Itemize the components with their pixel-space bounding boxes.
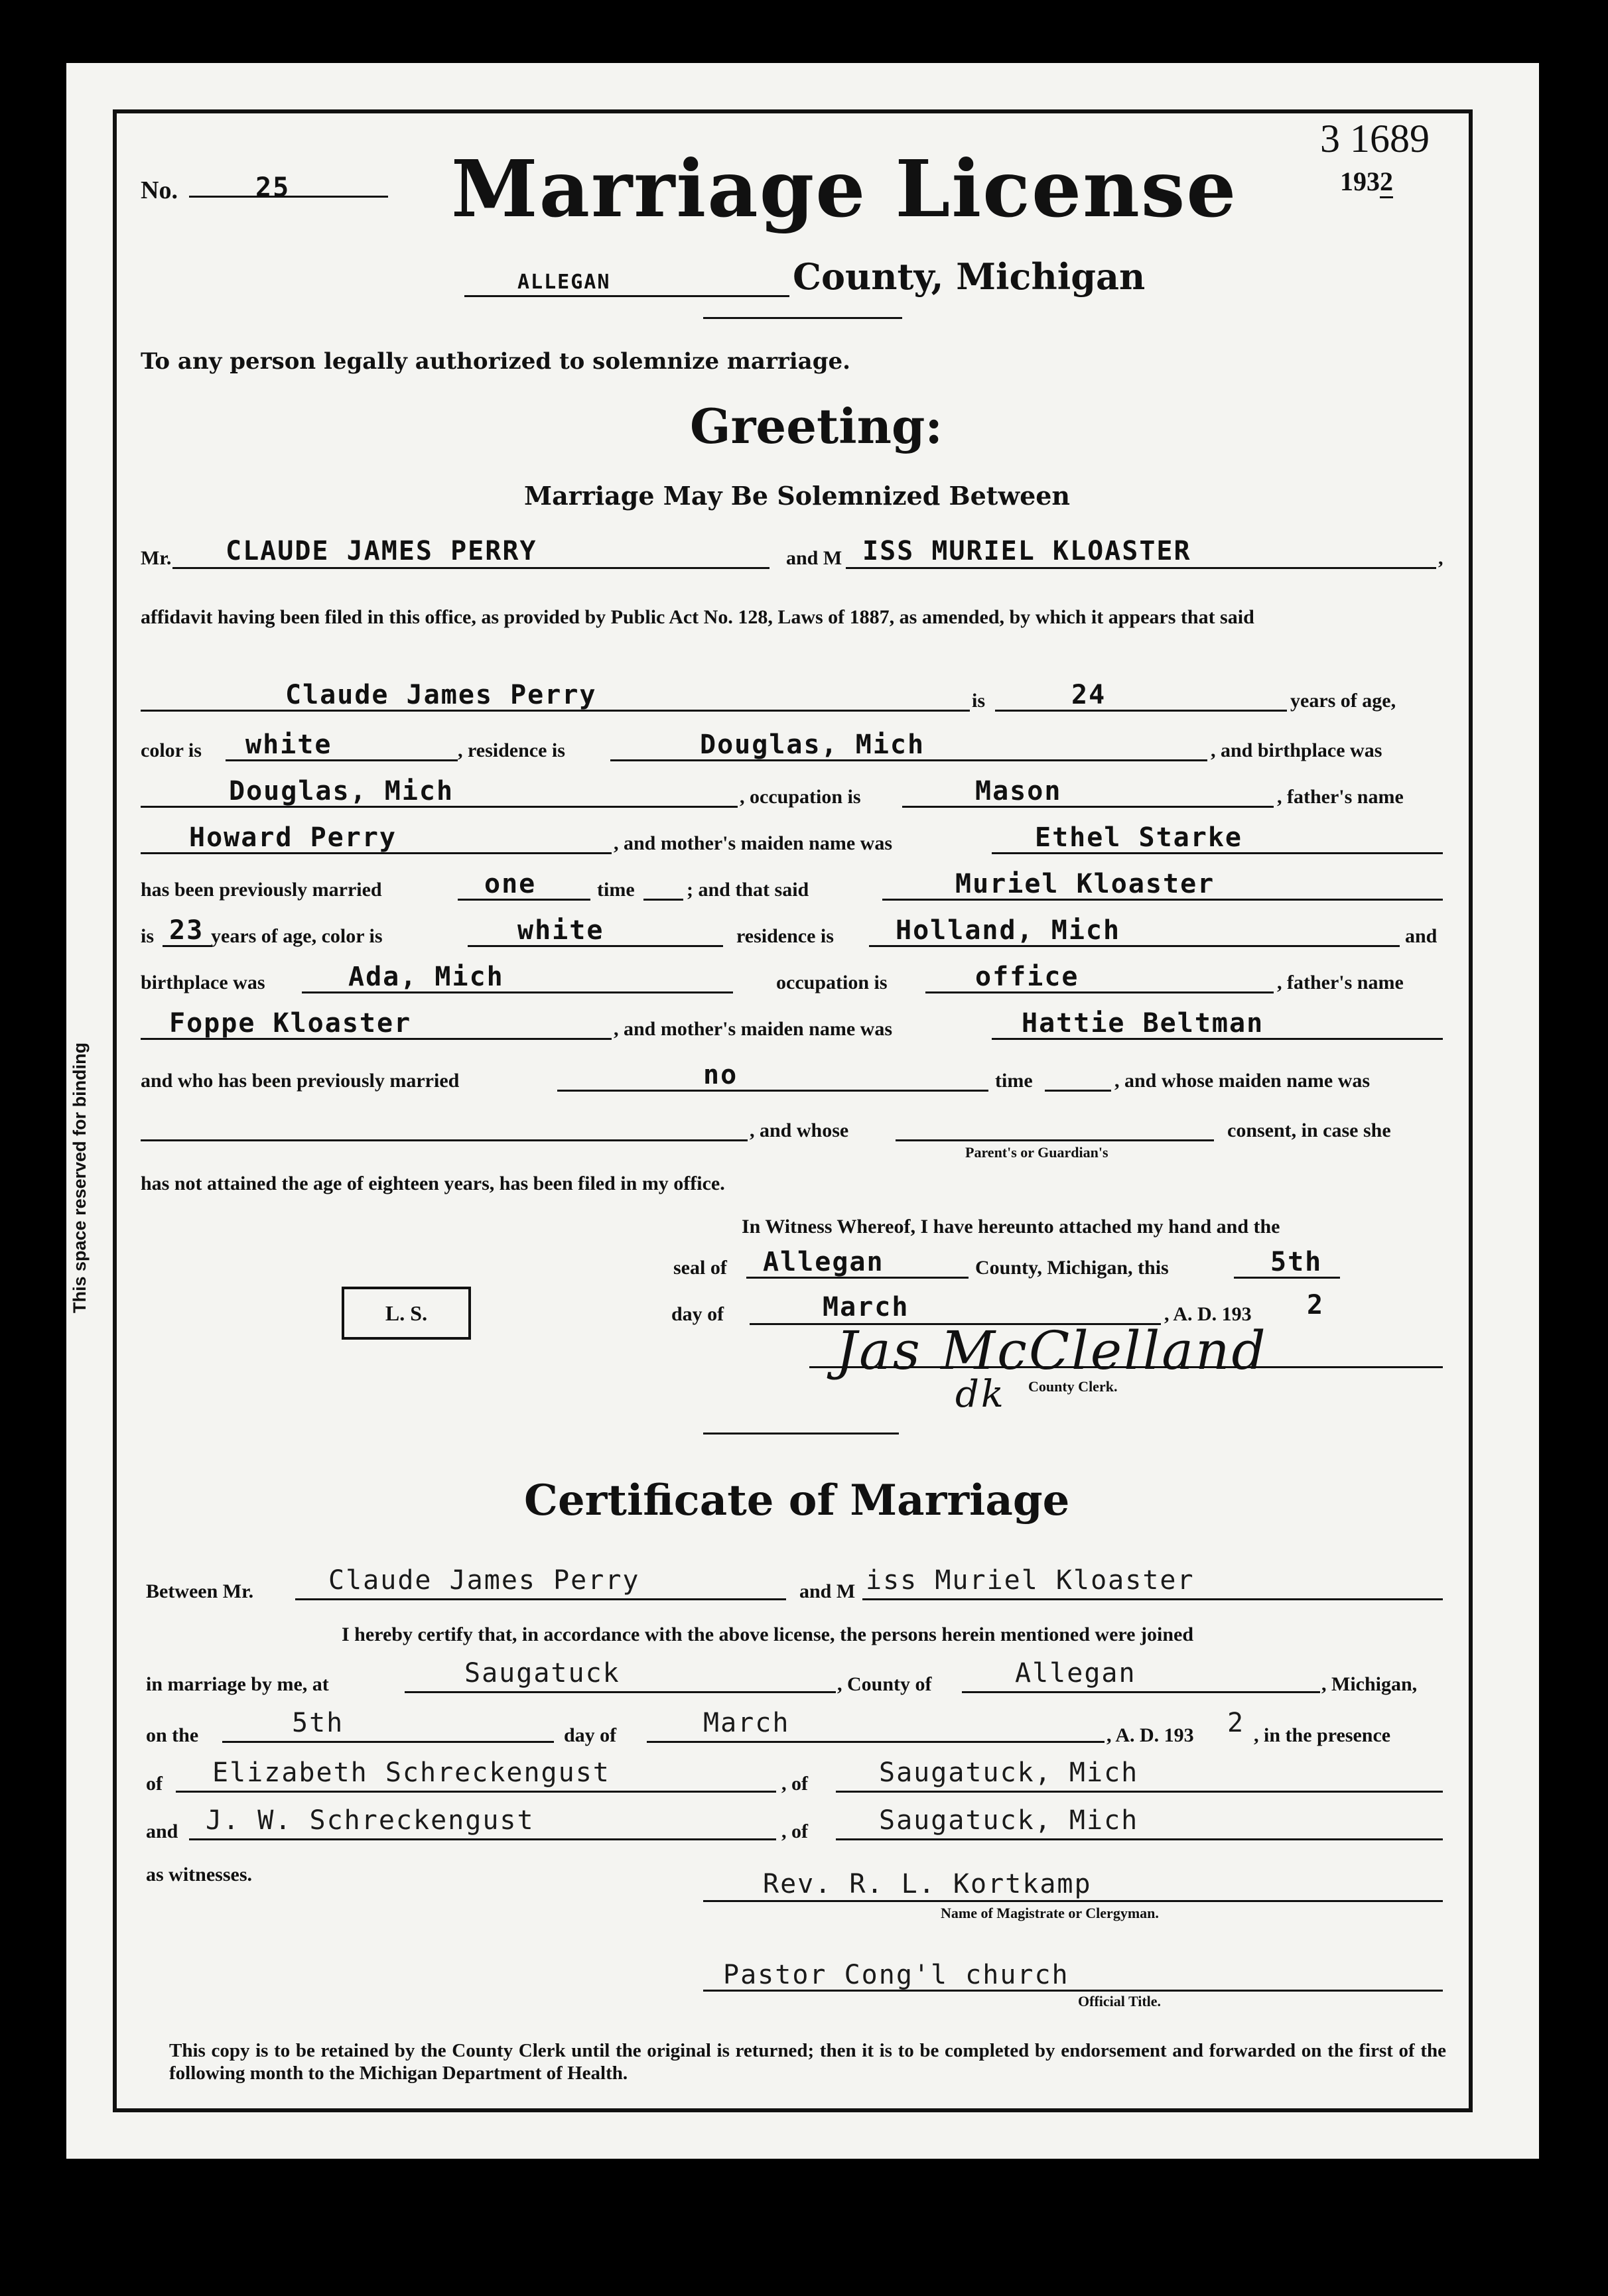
bride-mother-label: , and mother's maiden name was <box>614 1018 893 1040</box>
cert-certify-text: I hereby certify that, in accordance with the above license, the persons herein mentioned were joined <box>342 1624 1194 1645</box>
bride-said-name: Muriel Kloaster <box>955 869 1215 899</box>
cert-bride-line <box>862 1598 1443 1600</box>
groom-time-line <box>643 899 683 901</box>
consent-label: consent, in case she <box>1227 1119 1391 1141</box>
filing-year <box>1340 166 1393 197</box>
cert-and-m-label: and M <box>799 1580 856 1602</box>
bride-is-label: is <box>141 925 155 947</box>
subheading: Marriage May Be Solemnized Between <box>524 481 1071 511</box>
groom-occupation: Mason <box>975 776 1062 806</box>
groom-mother: Ethel Starke <box>1035 822 1242 853</box>
county-label: County, Michigan <box>793 255 1146 298</box>
bride-father: Foppe Kloaster <box>169 1008 412 1039</box>
cert-groom-line <box>295 1598 786 1600</box>
groom-fathers-name-label: , father's name <box>1277 786 1404 808</box>
header-rule <box>703 317 902 319</box>
of-label: of <box>146 1773 163 1795</box>
bride-birthplace: Ada, Mich <box>348 962 504 992</box>
cert-day-line <box>222 1741 554 1743</box>
groom-occupation-line <box>902 806 1274 808</box>
witness2-name: J. W. Schreckengust <box>206 1805 535 1836</box>
groom-age: 24 <box>1071 680 1106 710</box>
groom-is-label: is <box>972 690 986 712</box>
in-marriage-label: in marriage by me, at <box>146 1673 329 1695</box>
county-typed: ALLEGAN <box>517 271 611 294</box>
and-whose-label: , and whose <box>750 1119 849 1141</box>
official-title-label: Official Title. <box>1078 1993 1162 2009</box>
as-witnesses-label: as witnesses. <box>146 1864 253 1885</box>
comma: , <box>1438 547 1443 569</box>
parents-guardians-label: Parent's or Guardian's <box>965 1144 1108 1161</box>
filing-year-suffix: 2 <box>1380 166 1393 198</box>
cert-month: March <box>703 1708 790 1738</box>
bride-maiden-name-label: , and whose maiden name was <box>1114 1070 1371 1092</box>
cert-place-line <box>405 1691 836 1693</box>
witness-text: In Witness Whereof, I have hereunto attached my hand and the <box>742 1216 1280 1238</box>
bride-prev-married-label: and who has been previously married <box>141 1070 460 1092</box>
binding-note: This space reserved for binding <box>70 1042 90 1313</box>
bride-residence-label: residence is <box>736 925 834 947</box>
license-no-value: 25 <box>255 172 291 203</box>
groom-full-name: Claude James Perry <box>285 680 597 710</box>
groom-color-label: color is <box>141 739 202 761</box>
cert-day-of-label: day of <box>564 1724 617 1746</box>
bride-name-line <box>846 567 1436 569</box>
witness1-name: Elizabeth Schreckengust <box>212 1757 610 1788</box>
groom-prev-married-label: has been previously married <box>141 879 382 901</box>
and-that-said-label: ; and that said <box>687 879 809 901</box>
seal-month: March <box>823 1292 909 1322</box>
official-title: Pastor Cong'l church <box>723 1960 1069 1990</box>
groom-time-label: time <box>597 879 635 901</box>
bride-mother: Hattie Beltman <box>1022 1008 1264 1039</box>
bride-maiden-name-line <box>141 1139 748 1141</box>
bride-occupation: office <box>975 962 1079 992</box>
license-title: Marriage License <box>451 143 1238 235</box>
cert-day: 5th <box>292 1708 344 1738</box>
county-this-label: County, Michigan, this <box>975 1257 1169 1279</box>
salutation: To any person legally authorized to solemnize marriage. <box>141 348 850 375</box>
ls-seal-box: L. S. <box>342 1287 471 1340</box>
witness2-of-label: , of <box>781 1820 808 1842</box>
footer-note: This copy is to be retained by the County Clerk until the original is returned; then it is to be completed by endorsement and forwarded on the first of the following month to the Michigan Department of Health. <box>169 2040 1446 2084</box>
bride-time-line <box>1045 1090 1111 1092</box>
witness2-line <box>189 1838 776 1840</box>
mr-label: Mr. <box>141 547 172 569</box>
groom-residence: Douglas, Mich <box>700 730 925 760</box>
certificate-title: Certificate of Marriage <box>524 1476 1070 1525</box>
groom-age-line <box>995 710 1287 712</box>
and-label: and <box>146 1820 178 1842</box>
witness1-residence: Saugatuck, Mich <box>879 1757 1139 1788</box>
witness1-line <box>176 1791 776 1793</box>
bride-fathers-name-label: , father's name <box>1277 972 1404 993</box>
groom-years-of-age-label: years of age, <box>1290 690 1396 712</box>
license-no-label: No. <box>141 176 178 204</box>
clerk-signature: Jas McClelland <box>836 1320 1268 1381</box>
bride-age: 23 <box>169 915 204 946</box>
bride-time-label: time <box>995 1070 1033 1092</box>
cert-between-label: Between Mr. <box>146 1580 254 1602</box>
witness1-res-line <box>836 1791 1443 1793</box>
county-clerk-label: County Clerk. <box>1028 1378 1118 1395</box>
bride-years-color-label: years of age, color is <box>211 925 383 947</box>
filing-number: 3 1689 <box>1320 117 1430 160</box>
groom-residence-label: , residence is <box>458 739 565 761</box>
groom-name-line <box>172 567 770 569</box>
cert-month-line <box>647 1741 1105 1743</box>
witness2-residence: Saugatuck, Mich <box>879 1805 1139 1836</box>
section-divider <box>703 1433 899 1435</box>
cert-county-line <box>962 1691 1320 1693</box>
on-the-label: on the <box>146 1724 199 1746</box>
groom-prev-married: one <box>484 869 537 899</box>
groom-name: CLAUDE JAMES PERRY <box>226 536 537 566</box>
consent-line <box>896 1139 1214 1141</box>
witness2-res-line <box>836 1838 1443 1840</box>
groom-birthplace-label: , and birthplace was <box>1211 739 1382 761</box>
clergyman-label: Name of Magistrate or Clergyman. <box>941 1905 1159 1921</box>
filing-year-prefix: 193 <box>1340 166 1380 196</box>
bride-and-label: and <box>1405 925 1438 947</box>
eighteen-text: has not attained the age of eighteen years, has been filed in my office. <box>141 1173 725 1194</box>
cert-year-digit: 2 <box>1227 1708 1245 1738</box>
seal-year-digit: 2 <box>1307 1290 1325 1320</box>
groom-mother-label: , and mother's maiden name was <box>614 832 893 854</box>
cert-county: Allegan <box>1015 1658 1136 1689</box>
michigan-label: , Michigan, <box>1321 1673 1418 1695</box>
bride-color: white <box>517 915 604 946</box>
bride-birthplace-label: birthplace was <box>141 972 265 993</box>
cert-bride: iss Muriel Kloaster <box>866 1565 1195 1596</box>
presence-label: , in the presence <box>1254 1724 1391 1746</box>
and-m-label: and M <box>786 547 842 569</box>
clerk-initials: dk <box>955 1373 1006 1416</box>
seal-day: 5th <box>1270 1247 1323 1277</box>
groom-color: white <box>245 730 332 760</box>
bride-name: ISS MURIEL KLOASTER <box>862 536 1191 566</box>
bride-prev-married: no <box>703 1060 738 1090</box>
witness1-of-label: , of <box>781 1773 808 1795</box>
groom-father: Howard Perry <box>189 822 397 853</box>
cert-ad-label: , A. D. 193 <box>1106 1724 1194 1746</box>
bride-residence: Holland, Mich <box>896 915 1121 946</box>
day-of-label: day of <box>671 1303 724 1325</box>
bride-prev-married-line <box>557 1090 988 1092</box>
seal-of-label: seal of <box>673 1257 727 1279</box>
county-of-label: , County of <box>837 1673 932 1695</box>
groom-occupation-label: , occupation is <box>740 786 861 808</box>
seal-county: Allegan <box>763 1247 884 1277</box>
groom-birthplace: Douglas, Mich <box>229 776 454 806</box>
cert-place: Saugatuck <box>464 1658 620 1689</box>
affidavit-text: affidavit having been filed in this office, as provided by Public Act No. 128, Laws of 1887, as amended, by which it appears that said <box>141 606 1254 628</box>
clergyman-name: Rev. R. L. Kortkamp <box>763 1869 1092 1899</box>
county-line <box>464 295 789 297</box>
greeting: Greeting: <box>690 398 943 454</box>
ad-label: , A. D. 193 <box>1164 1303 1252 1325</box>
clergyman-line <box>703 1900 1443 1902</box>
bride-occupation-label: occupation is <box>776 972 888 993</box>
cert-groom: Claude James Perry <box>328 1565 640 1596</box>
